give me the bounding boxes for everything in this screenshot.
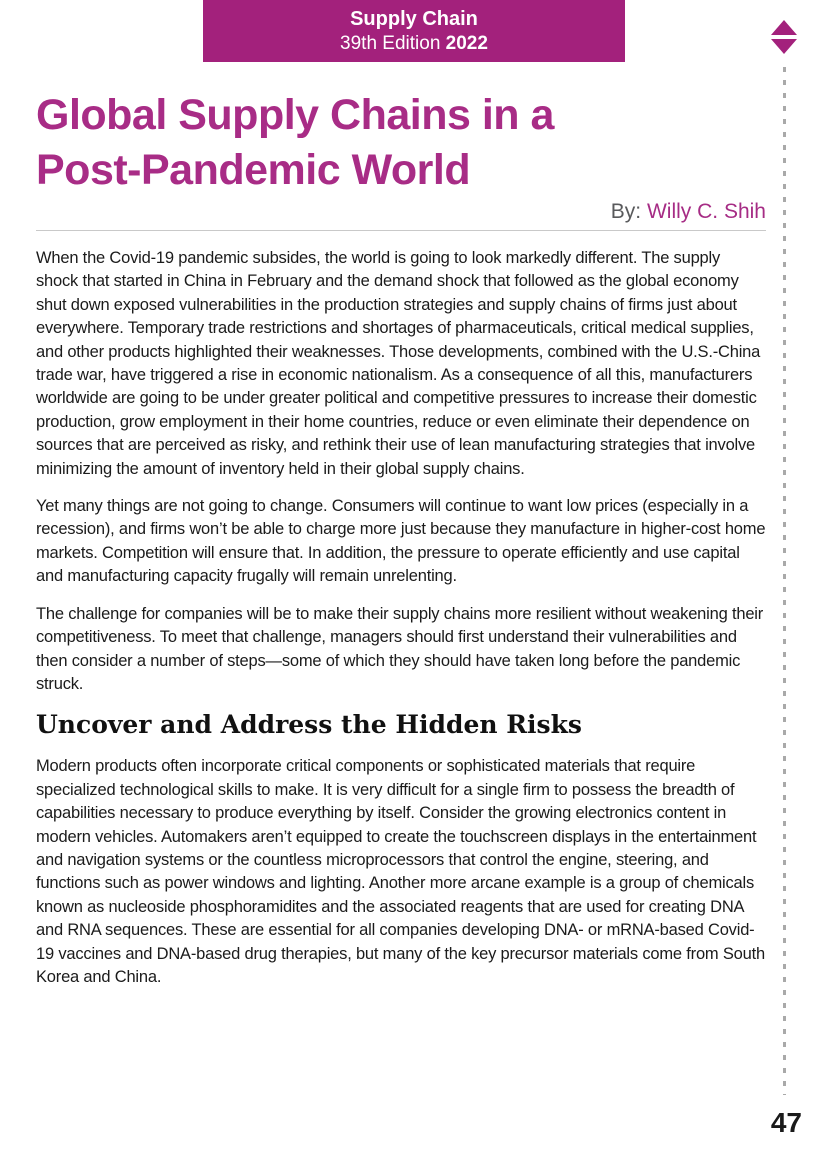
triangle-up-icon bbox=[771, 20, 797, 35]
paragraph: The challenge for companies will be to make their supply chains more resilient without weakening their competitiveness. To meet that challenge, managers should first understand their vulnerabilities and then consider a number of steps—some of which they should have taken long before the pandemic struck. bbox=[36, 604, 764, 693]
banner-edition-label: 39th Edition bbox=[340, 32, 441, 54]
paragraph: Yet many things are not going to change. Consumers will continue to want low prices (especially in a recession), and firms won’t be able to charge more just because they manufacture in higher-cost home markets. Competition will ensure that. In addition, the pressure to operate efficiently and use capital and manufacturing capacity frugally will remain unrelenting. bbox=[36, 497, 766, 586]
paragraph: Modern products often incorporate critical components or sophisticated materials that require specialized technological skills to make. It is very difficult for a single firm to possess the breadth of capabilities necessary to produce everything by itself. Consider the growing electronics content in modern vehicles. Automakers aren’t equipped to create the touchscreen displays in the entertainment and navigation systems or the countless microprocessors that control the engine, steering, and functions such as power windows and lighting. Another more arcane example is a group of chemicals known as nucleoside phosphoramidites and the associated reagents that are used for creating DNA and RNA sequences. These are essential for all companies developing DNA- or mRNA-based Covid-19 vaccines and DNA-based drug therapies, but many of the key precursor materials come from South Korea and China. bbox=[36, 757, 765, 986]
section-heading: Uncover and Address the Hidden Risks bbox=[36, 710, 582, 740]
byline-divider bbox=[36, 230, 766, 231]
byline bbox=[36, 198, 766, 226]
article-body bbox=[36, 247, 766, 989]
byline-author: Willy C. Shih bbox=[646, 200, 766, 223]
byline-label: By: bbox=[610, 200, 642, 223]
page-number: 47 bbox=[770, 1107, 802, 1138]
triangle-down-icon bbox=[771, 39, 797, 54]
paragraph: When the Covid-19 pandemic subsides, the world is going to look markedly different. The supply shock that started in China in February and the demand shock that followed as the global economy shut down exposed vulnerabilities in the production strategies and supply chains of firms just about everywhere. Temporary trade restrictions and shortages of pharmaceuticals, critical medical supplies, and other products highlighted their weaknesses. Those developments, combined with the U.S.-China trade war, have triggered a rise in economic nationalism. As a consequence of all this, manufacturers worldwide are going to be under greater political and competitive pressures to increase their domestic production, grow employment in their home countries, reduce or even eliminate their dependence on sources that are perceived as risky, and rethink their use of lean manufacturing strategies that involve minimizing the amount of inventory held in their global supply chains. bbox=[36, 249, 761, 478]
edition-banner bbox=[203, 0, 625, 62]
page-title: Global Supply Chains in a Post-Pandemic World bbox=[36, 91, 554, 194]
banner-title: Supply Chain bbox=[350, 7, 478, 30]
article bbox=[36, 84, 766, 989]
banner-edition bbox=[203, 32, 625, 56]
banner-year: 2022 bbox=[445, 32, 488, 54]
diamond-nav-icon bbox=[771, 20, 797, 54]
dashed-vertical-divider bbox=[783, 67, 786, 1095]
